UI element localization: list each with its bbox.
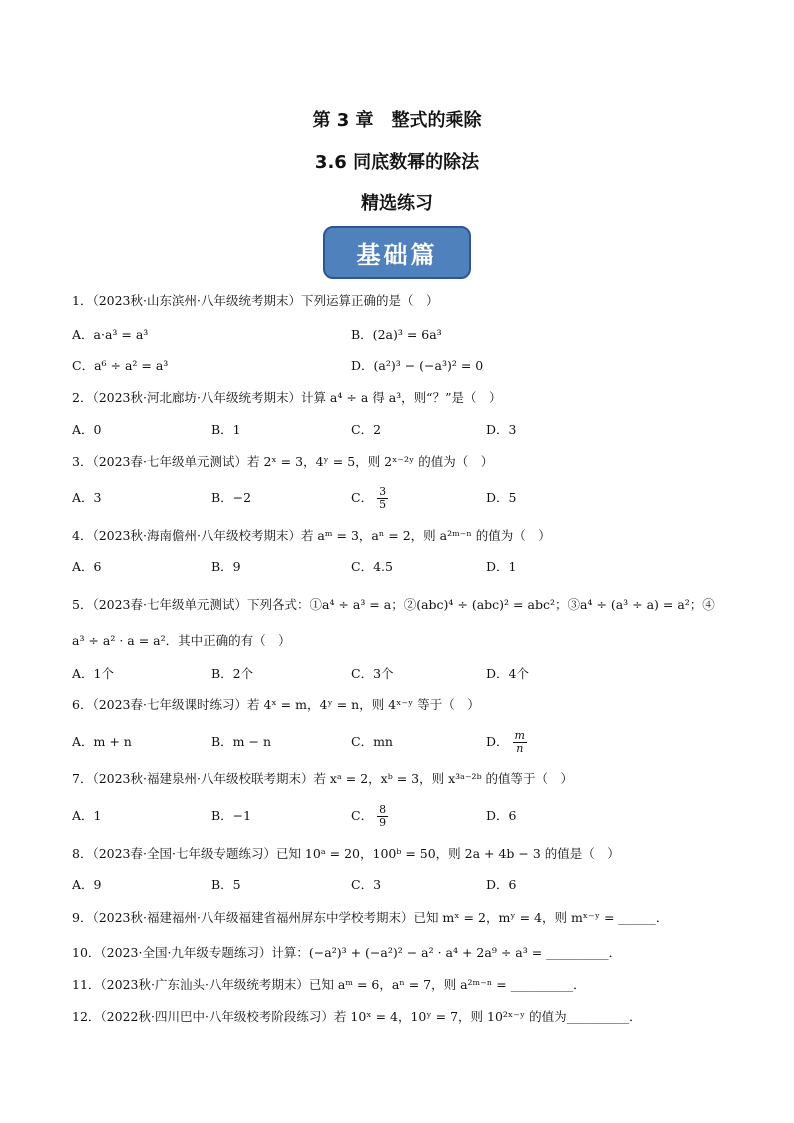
chapter-title: 第 3 章 整式的乘除 <box>312 110 482 131</box>
question-stem: 6．（2023春·七年级课时练习）若 4ˣ = m，4ʸ = n，则 4ˣ⁻ʸ 等于（ ） <box>72 697 480 712</box>
fraction <box>513 730 527 755</box>
option-row <box>72 486 732 510</box>
option-b: B．(2a)³ = 6a³ <box>351 327 442 342</box>
question-stem: 9．（2023秋·福建福州·八年级福建省福州屏东中学校考期末）已知 mˣ = 2，mʸ = 4，则 mˣ⁻ʸ = ______． <box>72 910 669 925</box>
option-c: C．mn <box>351 734 393 749</box>
option-d: D．1 <box>486 559 517 574</box>
section-title: 3.6 同底数幂的除法 <box>314 152 480 173</box>
option-d: D．5 <box>486 490 517 505</box>
option-c: C．3个 <box>351 666 394 681</box>
option-b: B．9 <box>211 559 241 574</box>
option-a: A．9 <box>72 877 102 892</box>
level-badge: 基础篇 <box>323 226 471 279</box>
question-stem: 10．（2023·全国·九年级专题练习）计算：(−a²)³ + (−a²)² − a² · a⁴ + 2a⁹ ÷ a³ = __________． <box>72 945 622 960</box>
question-stem: 11．（2023秋·广东汕头·八年级统考期末）已知 aᵐ = 6，aⁿ = 7，则 a²ᵐ⁻ⁿ = __________． <box>72 977 586 992</box>
question-stem: 7．（2023秋·福建泉州·八年级校联考期末）若 xᵃ = 2，xᵇ = 3，则 x³ᵃ⁻²ᵇ 的值等于（ ） <box>72 771 574 786</box>
option-c: C．4.5 <box>351 559 393 574</box>
question-stem: 12．（2022秋·四川巴中·八年级校考阶段练习）若 10ˣ = 4，10ʸ = 7，则 10²ˣ⁻ʸ 的值为__________． <box>72 1009 642 1024</box>
option-d: D．6 <box>486 808 517 823</box>
option-label: C． <box>351 490 374 505</box>
question-stem: 2．（2023秋·河北廊坊·八年级统考期末）计算 a⁴ ÷ a 得 a³，则“？”是（ ） <box>72 390 502 405</box>
option-c: C．3 <box>351 877 382 892</box>
option-row <box>72 665 732 689</box>
option-row <box>72 730 732 754</box>
option-d: D．6 <box>486 877 517 892</box>
question-stem: 3．（2023春·七年级单元测试）若 2ˣ = 3，4ʸ = 5，则 2ˣ⁻²ʸ 的值为（ ） <box>72 454 494 469</box>
question-stem: 1．（2023秋·山东滨州·八年级统考期末）下列运算正确的是（ ） <box>72 293 439 308</box>
option-row <box>72 421 732 445</box>
option-a: A．6 <box>72 559 102 574</box>
option-a: A．0 <box>72 422 102 437</box>
question-stem-continued: a³ ÷ a² · a = a²．其中正确的有（ ） <box>72 633 291 648</box>
option-c: C．a⁶ ÷ a² = a³ <box>72 358 169 373</box>
option-a: A．3 <box>72 490 102 505</box>
numerator: m <box>514 729 525 742</box>
fraction <box>377 486 388 511</box>
worksheet-subtitle: 精选练习 <box>361 193 433 214</box>
option-row <box>72 804 732 828</box>
option-a: A．m + n <box>72 734 132 749</box>
option-c: C．2 <box>351 422 382 437</box>
option-row <box>72 876 732 900</box>
option-b: B．2个 <box>211 666 254 681</box>
question-stem: 8．（2023春·全国·七年级专题练习）已知 10ᵃ = 20，100ᵇ = 50，则 2a + 4b − 3 的值是（ ） <box>72 846 620 861</box>
option-c <box>351 804 388 829</box>
option-b: B．5 <box>211 877 241 892</box>
option-d: D．3 <box>486 422 517 437</box>
option-d <box>486 730 527 755</box>
option-label: C． <box>351 808 374 823</box>
option-b: B．−2 <box>211 490 252 505</box>
question-stem: 5．（2023春·七年级单元测试）下列各式：①a⁴ ÷ a³ = a；②(abc)⁴ ÷ (abc)² = abc²；③a⁴ ÷ (a³ ÷ a) = a²；④ <box>72 597 715 612</box>
option-b: B．−1 <box>211 808 252 823</box>
numerator: 8 <box>379 803 387 816</box>
option-row <box>72 558 732 582</box>
option-label: D． <box>486 734 509 749</box>
question-stem: 4．（2023秋·海南儋州·八年级校考期末）若 aᵐ = 3，aⁿ = 2，则 a²ᵐ⁻ⁿ 的值为（ ） <box>72 528 551 543</box>
option-d: D．4个 <box>486 666 529 681</box>
denominator: n <box>516 742 524 755</box>
option-b: B．1 <box>211 422 241 437</box>
option-row <box>72 357 732 381</box>
option-c <box>351 486 388 511</box>
option-a: A．1个 <box>72 666 114 681</box>
fraction <box>377 804 388 829</box>
denominator: 9 <box>379 816 387 829</box>
option-a: A．1 <box>72 808 102 823</box>
option-b: B．m − n <box>211 734 272 749</box>
option-a: A．a·a³ = a³ <box>72 327 149 342</box>
denominator: 5 <box>379 498 387 511</box>
option-d: D．(a²)³ − (−a³)² = 0 <box>351 358 484 373</box>
numerator: 3 <box>379 485 387 498</box>
option-row <box>72 326 732 350</box>
